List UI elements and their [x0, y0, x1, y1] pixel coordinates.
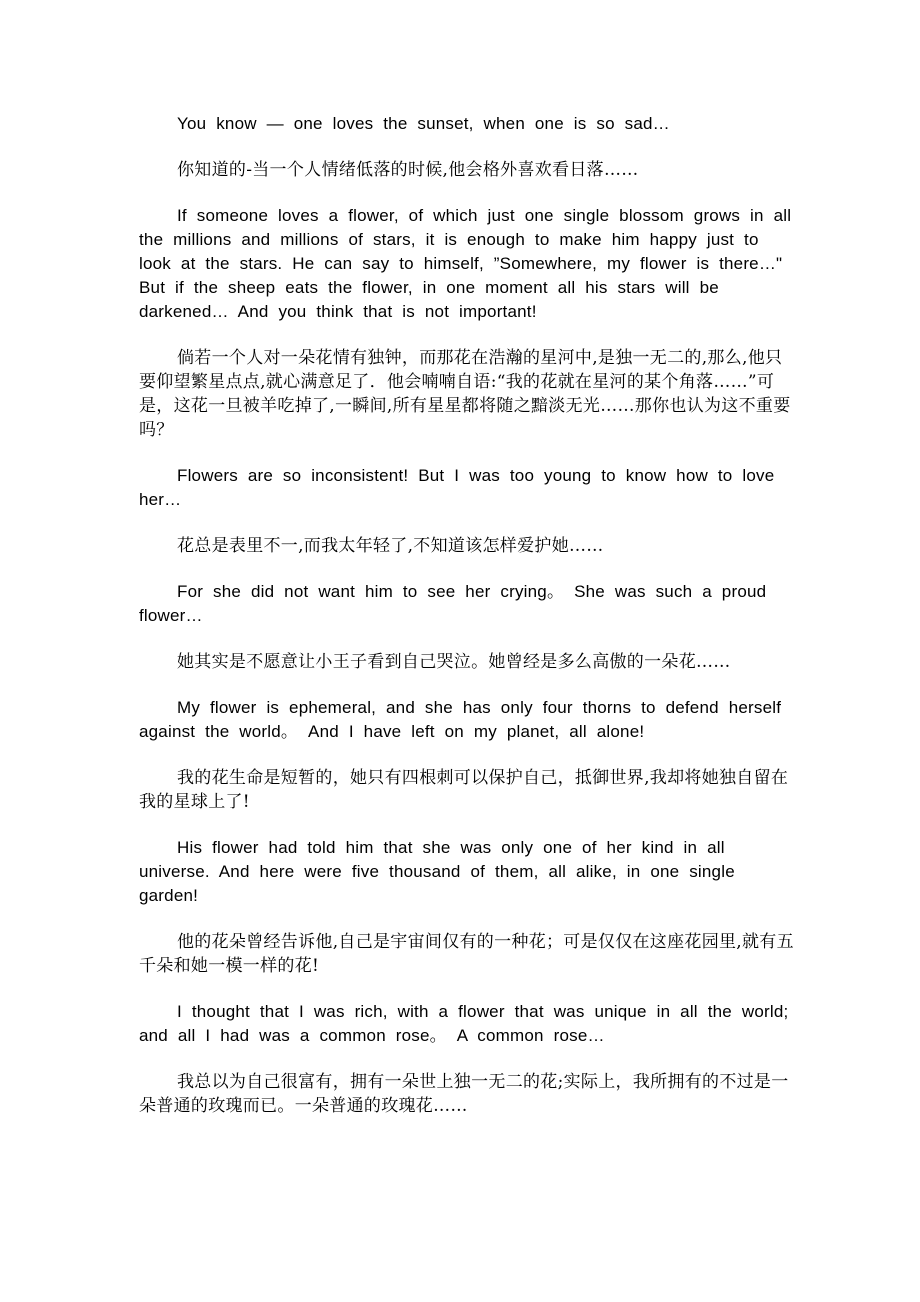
- document-body: [139, 112, 799, 1140]
- paragraph-en-6: His flower had told him that she was only one of her kind in all universe. And here were five thousand of them, all alike, in one single garden!: [139, 838, 735, 905]
- paragraph-zh-4: 她其实是不愿意让小王子看到自己哭泣。她曾经是多么高傲的一朵花……: [177, 652, 731, 672]
- paragraph-en-2: If someone loves a flower, of which just one single blossom grows in all the millions and millions of stars, it is enough to make him happy just to look at the stars. He can say to himself, ”Somewhere, my flower is there…" But if the sheep eats the flower, in one moment all his stars will be darkened… And you think that is not important!: [139, 206, 792, 321]
- paragraph-zh-2: 倘若一个人对一朵花情有独钟，而那花在浩瀚的星河中,是独一无二的,那么,他只要仰望繁星点点,就心满意足了．他会喃喃自语:“我的花就在星河的某个角落……”可是，这花一旦被羊吃掉了,一瞬间,所有星星都将随之黯淡无光……那你也认为这不重要吗？: [139, 348, 791, 440]
- paragraph-zh-7: 我总以为自己很富有，拥有一朵世上独一无二的花;实际上，我所拥有的不过是一朵普通的玫瑰而已。一朵普通的玫瑰花……: [139, 1072, 789, 1116]
- paragraph-en-7: I thought that I was rich, with a flower that was unique in all the world; and all I had was a common rose。 A common rose…: [139, 1002, 789, 1045]
- paragraph-zh-1: 你知道的-当一个人情绪低落的时候,他会格外喜欢看日落……: [177, 160, 639, 180]
- paragraph-zh-3: 花总是表里不一,而我太年轻了,不知道该怎样爱护她……: [177, 536, 604, 556]
- paragraph-zh-5: 我的花生命是短暂的，她只有四根刺可以保护自己，抵御世界,我却将她独自留在我的星球上了!: [139, 768, 789, 812]
- paragraph-en-1: You know — one loves the sunset, when one is so sad…: [177, 114, 670, 133]
- paragraph-zh-6: 他的花朵曾经告诉他,自己是宇宙间仅有的一种花；可是仅仅在这座花园里,就有五千朵和她一模一样的花!: [139, 932, 794, 976]
- paragraph-en-3: Flowers are so inconsistent! But I was too young to know how to love her…: [139, 466, 775, 509]
- paragraph-en-4: For she did not want him to see her crying。 She was such a proud flower…: [139, 582, 767, 625]
- paragraph-en-5: My flower is ephemeral, and she has only four thorns to defend herself against the world。 And I have left on my planet, all alone!: [139, 698, 782, 741]
